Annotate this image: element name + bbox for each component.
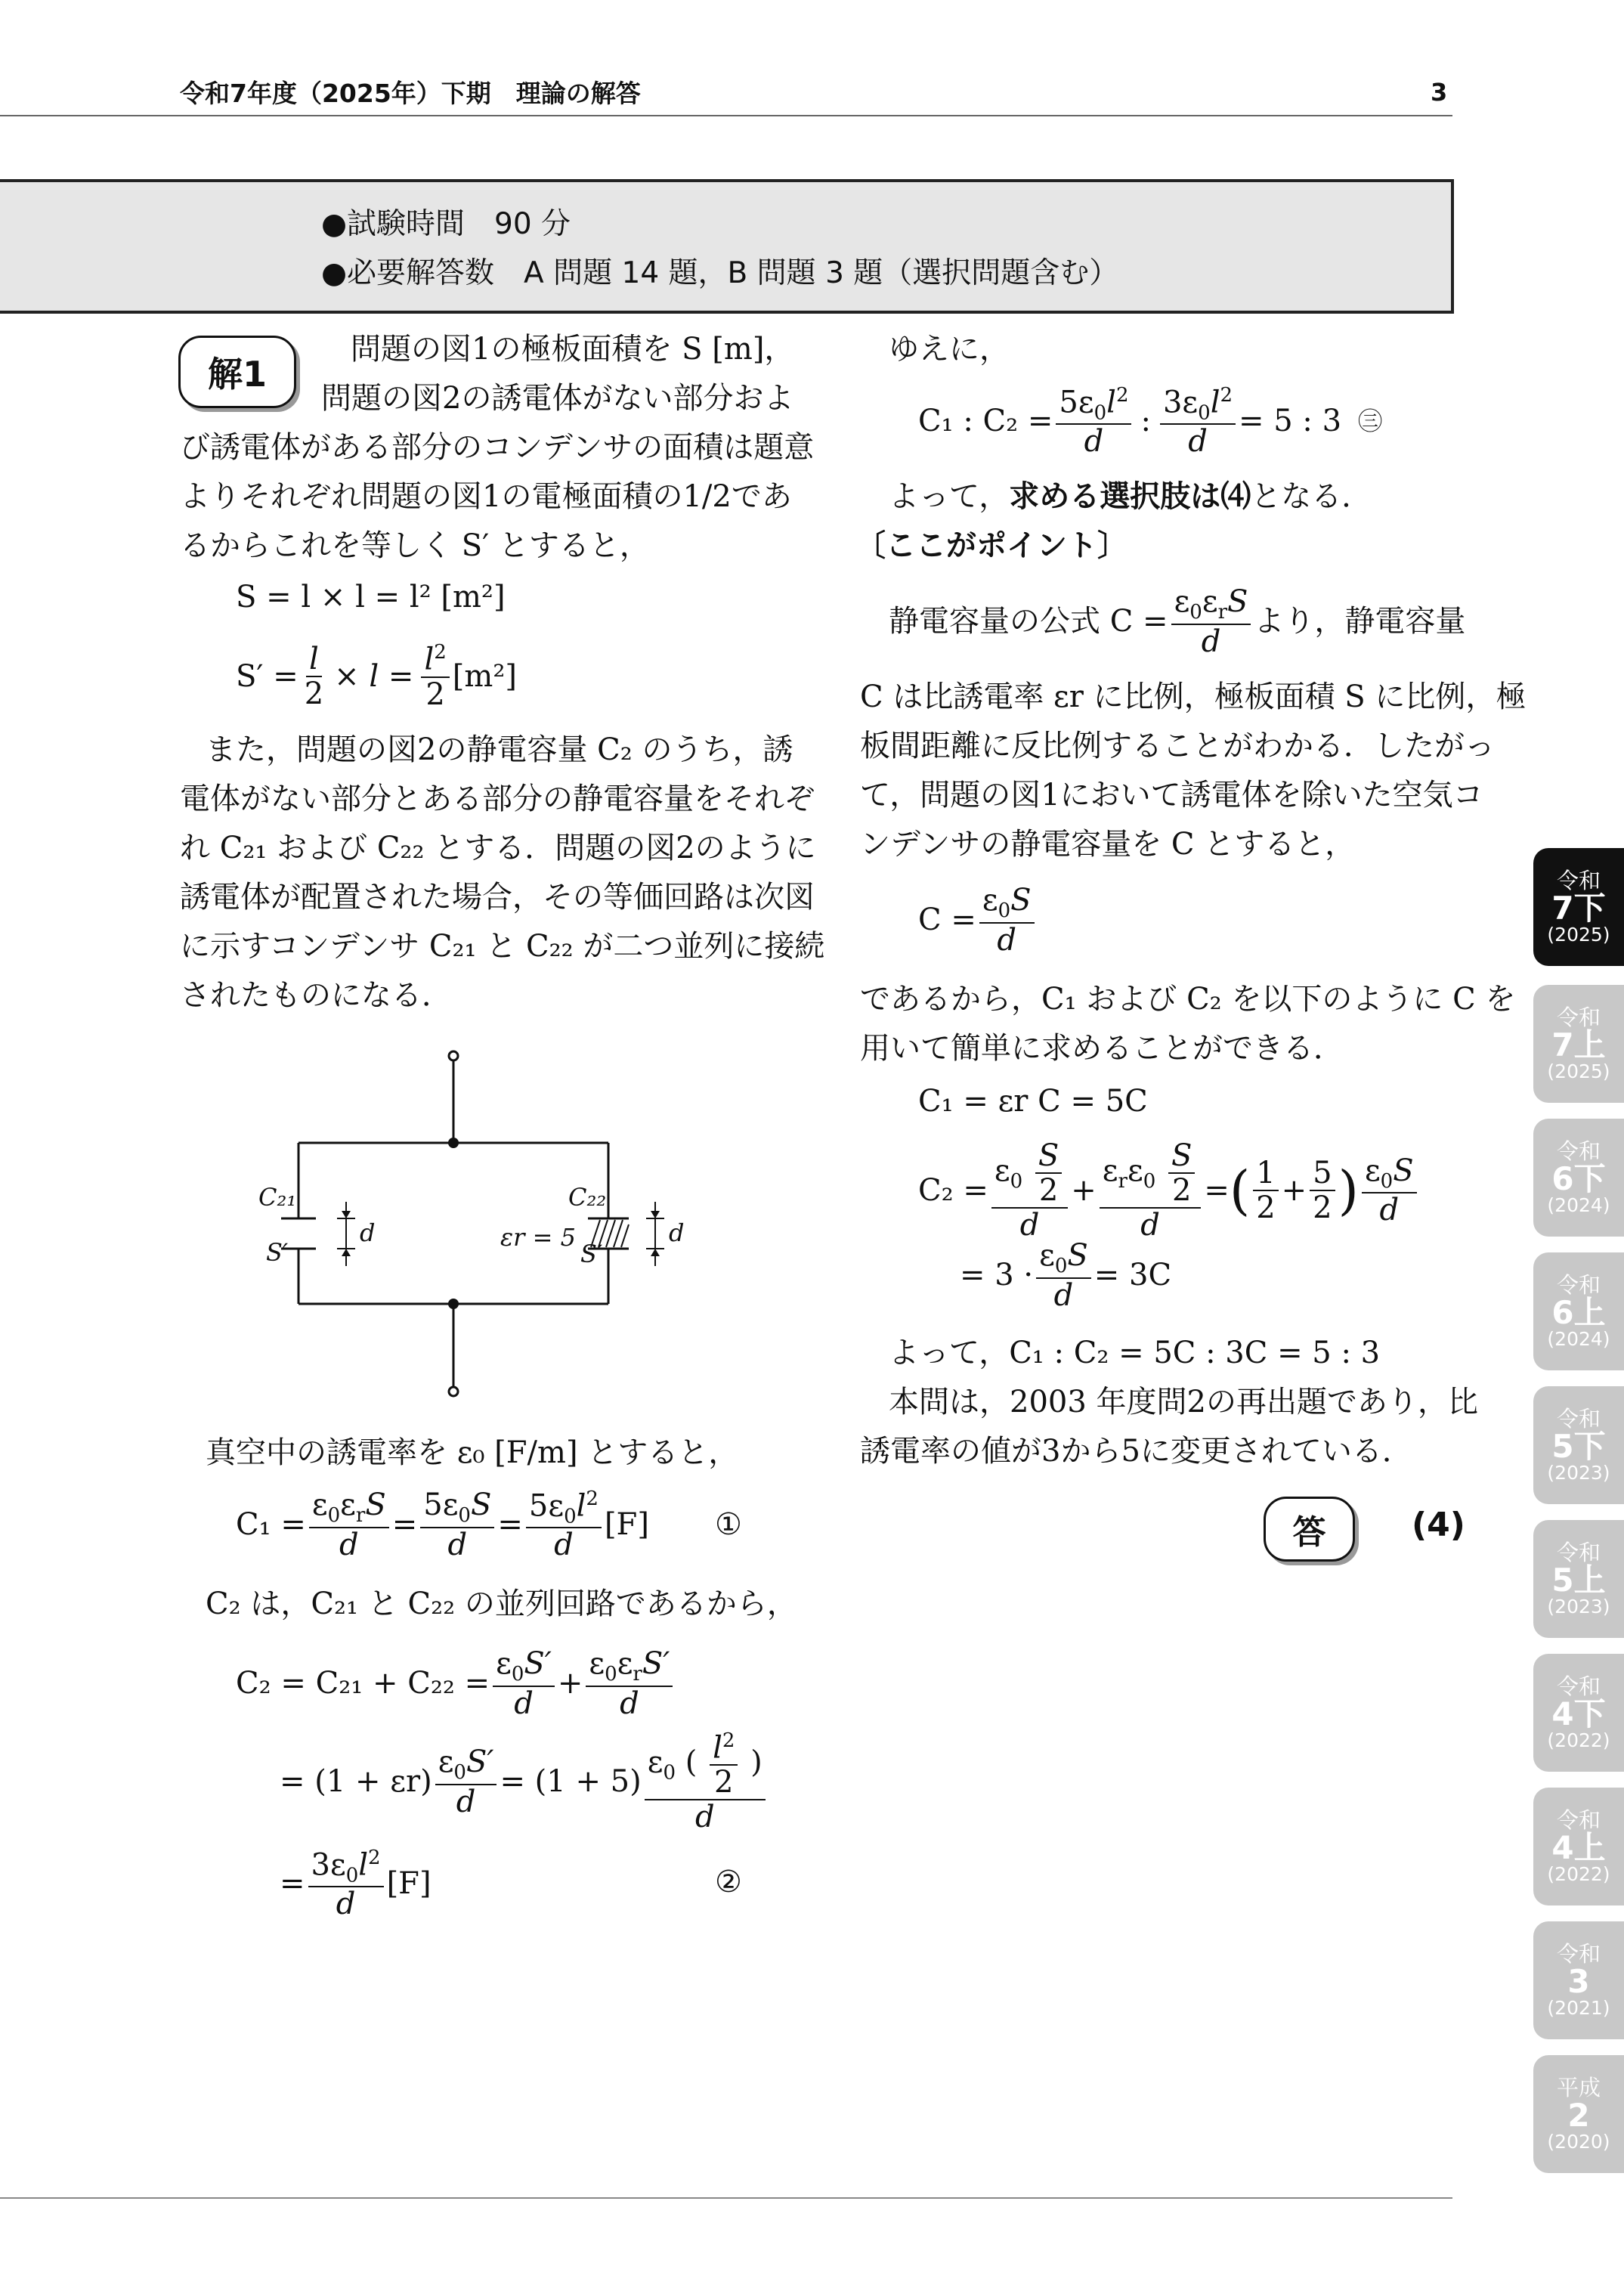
tab-era: 令和	[1556, 1004, 1601, 1030]
tab-year: (2022)	[1547, 1729, 1610, 1752]
fraction: $\frac{5\varepsilon_0l^2}{d}$	[526, 1488, 602, 1562]
text-line: C は比誘電率 εr に比例，極板面積 S に比例，極	[860, 680, 1527, 714]
text-part: 静電容量の公式 C =	[889, 604, 1168, 639]
tab-era: 平成	[1556, 2074, 1601, 2101]
eq-lhs: S′ =	[236, 658, 299, 694]
equivalent-circuit-diagram	[227, 1043, 741, 1406]
tab-era: 令和	[1556, 867, 1601, 893]
fraction: $\frac{l^2}{2}$	[421, 642, 449, 710]
equation-S: S = l × l = l² [m²]	[236, 580, 506, 615]
side-tab-r5-upper[interactable]	[1533, 1520, 1624, 1638]
point-heading: 〔ここがポイント〕	[855, 528, 1128, 563]
tab-year: (2024)	[1547, 1194, 1610, 1217]
fraction: $\frac{l}{2}$	[304, 642, 324, 711]
text-line: 本問は，2003 年度問2の再出題であり，比	[889, 1385, 1478, 1419]
equation-C	[918, 877, 1038, 964]
text-line-formula	[889, 578, 1465, 665]
tab-year: (2021)	[1547, 1997, 1610, 2020]
text-line: ンデンサの静電容量を C とすると，	[860, 827, 1356, 862]
fraction: $\frac{\varepsilon_0S}{d}$	[1362, 1154, 1417, 1227]
side-tab-r4-lower[interactable]	[1533, 1654, 1624, 1772]
tab-year: (2024)	[1547, 1328, 1610, 1351]
equation-C2: C₂ = $\varepsilon_0$ $\frac{S}{2}$ d + $\varepsilon_r\varepsilon_0$ $\frac{S}{2}$ d = ( $\frac{1}{2}$ + $\frac{5}{2}$ ) $\frac{\varepsilon_0S}{d}$	[918, 1130, 1420, 1251]
footer-rule	[0, 2197, 1452, 2199]
text-line: ゆえに，	[889, 332, 1010, 367]
eq-lhs: C₂ = C₂₁ + C₂₂ =	[236, 1666, 490, 1701]
text-line: れ C₂₁ および C₂₂ とする．問題の図2のように	[180, 831, 816, 865]
eq-part: = 3C	[1093, 1258, 1172, 1293]
equation-c2-line3	[280, 1840, 432, 1927]
eq-lhs: C₁ =	[236, 1507, 306, 1542]
text-line	[889, 472, 1372, 522]
label-d-left: d	[360, 1218, 376, 1247]
equation-C2-line2	[960, 1232, 1171, 1319]
text-line: 問題の図1の極板面積を S [m]，	[351, 332, 795, 367]
eq-lhs: C₁ : C₂ =	[918, 404, 1053, 438]
tab-year: (2022)	[1547, 1863, 1610, 1886]
text-part: より，静電容量	[1254, 604, 1466, 639]
tab-term: 4上	[1551, 1829, 1606, 1867]
eq-unit: [F]	[386, 1866, 432, 1901]
fraction: $\frac{\varepsilon_0\varepsilon_rS}{d}$	[309, 1488, 389, 1562]
label-s-right: S′	[580, 1240, 603, 1268]
text-line: 誘電率の値が3から5に変更されている．	[860, 1434, 1412, 1469]
eq-unit: [m²]	[452, 658, 517, 694]
text-line: 問題の図2の誘電体がない部分およ	[321, 381, 794, 416]
header-rule	[0, 115, 1452, 116]
label-c22: C₂₂	[568, 1183, 607, 1212]
side-tab-r6-lower[interactable]	[1533, 1119, 1624, 1237]
tab-term: 2	[1567, 2097, 1590, 2135]
eq-op: =	[1204, 1172, 1230, 1208]
label-s-left: S′	[266, 1238, 289, 1267]
tab-term: 7上	[1551, 1026, 1606, 1064]
fraction: $\frac{5}{2}$	[1310, 1156, 1335, 1224]
tab-era: 令和	[1556, 1673, 1601, 1699]
fraction: $\frac{1}{2}$	[1253, 1156, 1278, 1224]
tab-era: 令和	[1556, 1138, 1601, 1164]
tab-year: (2025)	[1547, 1060, 1610, 1083]
answer-mark: ㊂	[1358, 407, 1383, 435]
text-line: よって，C₁ : C₂ = 5C : 3C = 5 : 3	[889, 1336, 1381, 1370]
text-bold: 求める選択肢は⑷	[1009, 479, 1251, 514]
answer-badge: 答	[1264, 1497, 1355, 1562]
fraction: $\varepsilon_r\varepsilon_0$ $\frac{S}{2}$ d	[1100, 1139, 1202, 1242]
label-d-right: d	[669, 1218, 685, 1247]
fraction: $\frac{\varepsilon_0S'}{d}$	[493, 1647, 555, 1720]
tab-era: 令和	[1556, 1271, 1601, 1298]
fraction: $\frac{5\varepsilon_0l^2}{d}$	[1056, 385, 1131, 459]
text-line: されたものになる．	[180, 978, 452, 1013]
solution-badge: 解1	[178, 336, 296, 408]
fraction: $\frac{\varepsilon_0S}{d}$	[1036, 1239, 1091, 1312]
text-line: 板間距離に反比例することがわかる．したがっ	[860, 729, 1495, 763]
fraction: $\frac{5\varepsilon_0S}{d}$	[420, 1488, 494, 1562]
text-line: び誘電体がある部分のコンデンサの面積は題意	[180, 430, 815, 465]
equation-ratio: C₁ : C₂ = $\frac{5\varepsilon_0l^2}{d}$ : $\frac{3\varepsilon_0l^2}{d}$ = 5 : 3 ㊂	[918, 383, 1383, 460]
equation-S-prime: S′ = $\frac{l}{2}$ × l = $\frac{l^2}{2}$ [m²]	[236, 641, 517, 712]
fraction: $\varepsilon_0$ $\frac{S}{2}$ d	[991, 1139, 1068, 1242]
exam-time: ●試験時間 90 分	[321, 207, 571, 241]
text-line: よりそれぞれ問題の図1の電極面積の1/2であ	[180, 479, 792, 514]
text-line: また，問題の図2の静電容量 C₂ のうち，誘	[206, 732, 793, 767]
eq-unit: [F]	[604, 1507, 649, 1542]
tab-era: 令和	[1556, 1539, 1601, 1565]
tab-term: 7下	[1551, 890, 1606, 927]
eq-part: = (1 + 5)	[500, 1764, 642, 1799]
tab-era: 令和	[1556, 1405, 1601, 1432]
side-tab-r4-upper[interactable]	[1533, 1788, 1624, 1905]
tab-term: 4下	[1551, 1695, 1606, 1733]
text-line: て，問題の図1において誘電体を除いた空気コ	[860, 778, 1483, 813]
eq-part: = (1 + εr)	[280, 1764, 432, 1799]
fraction: $\frac{\varepsilon_0S'}{d}$	[435, 1745, 497, 1819]
eq-rhs: = 5 : 3	[1239, 404, 1342, 438]
fraction: $\frac{\varepsilon_0\varepsilon_rS'}{d}$	[586, 1647, 673, 1720]
tab-year: (2023)	[1547, 1596, 1610, 1618]
eq-lhs: C₂ =	[918, 1172, 988, 1208]
page-number: 3	[1431, 78, 1448, 107]
fraction: $\frac{3\varepsilon_0l^2}{d}$	[1160, 385, 1236, 459]
fraction: $\frac{\varepsilon_0\varepsilon_rS}{d}$	[1171, 585, 1251, 658]
eq-part: = 3 ·	[960, 1258, 1034, 1293]
equation-number-1: ①	[715, 1507, 742, 1542]
equation-C1: C₁ = εr C = 5C	[918, 1084, 1148, 1119]
label-c21: C₂₁	[258, 1183, 297, 1212]
eq-lhs: C =	[918, 902, 976, 937]
text-line: 真空中の誘電率を ε₀ [F/m] とすると，	[206, 1435, 739, 1470]
fraction: $\frac{\varepsilon_0S}{d}$	[979, 884, 1035, 957]
side-tab-h2[interactable]	[1533, 2055, 1624, 2173]
text-line: であるから，C₁ および C₂ を以下のように C を	[860, 982, 1516, 1017]
equation-number-2: ②	[715, 1865, 742, 1899]
text-line: C₂ は，C₂₁ と C₂₂ の並列回路であるから，	[206, 1587, 797, 1621]
tab-term: 5上	[1551, 1562, 1606, 1599]
label-epsilon-r: εr = 5	[500, 1223, 576, 1252]
tab-year: (2023)	[1547, 1462, 1610, 1484]
tab-term: 5下	[1551, 1428, 1606, 1466]
eq-op: +	[1071, 1172, 1097, 1208]
tab-year: (2025)	[1547, 924, 1610, 946]
text-line: 誘電体が配置された場合，その等価回路は次図	[180, 880, 815, 915]
tab-term: 6下	[1551, 1160, 1606, 1198]
side-tab-r6-upper[interactable]	[1533, 1252, 1624, 1370]
text-line: 用いて簡単に求めることができる．	[860, 1031, 1344, 1066]
text-part: となる．	[1251, 479, 1372, 514]
equation-c1: C₁ = $\frac{\varepsilon_0\varepsilon_rS}{d}$ = $\frac{5\varepsilon_0S}{d}$ = $\frac{5\varepsilon_0l^2}{d}$ [F]	[236, 1487, 649, 1563]
tab-year: (2020)	[1547, 2131, 1610, 2153]
text-line: るからこれを等しく S′ とすると，	[180, 528, 650, 563]
equation-c2-line1: C₂ = C₂₁ + C₂₂ = $\frac{\varepsilon_0S'}{d}$ + $\frac{\varepsilon_0\varepsilon_rS'}{d}$	[236, 1640, 676, 1727]
required-answers: ●必要解答数 A 問題 14 題，B 問題 3 題（選択問題含む）	[321, 256, 1119, 290]
tab-era: 令和	[1556, 1940, 1601, 1967]
equation-c2-line2	[280, 1727, 769, 1837]
side-tab-r5-lower[interactable]	[1533, 1386, 1624, 1504]
side-tab-r7-lower[interactable]	[1533, 848, 1624, 966]
exam-info-box	[0, 179, 1454, 314]
running-header: 令和7年度（2025年）下期 理論の解答	[180, 79, 641, 108]
tab-term: 3	[1567, 1963, 1590, 2001]
side-tab-r3[interactable]	[1533, 1921, 1624, 2039]
tab-era: 令和	[1556, 1806, 1601, 1833]
fraction: $\frac{3\varepsilon_0l^2}{d}$	[308, 1847, 384, 1921]
answer-value: (4)	[1412, 1506, 1465, 1544]
text-part: よって，	[889, 479, 1010, 514]
text-line: 電体がない部分とある部分の静電容量をそれぞ	[180, 782, 815, 816]
tab-term: 6上	[1551, 1294, 1606, 1332]
side-tab-r7-upper[interactable]	[1533, 985, 1624, 1103]
text-line: に示すコンデンサ C₂₁ と C₂₂ が二つ並列に接続	[180, 929, 825, 964]
fraction: $\varepsilon_0$ ( $\frac{l^2}{2}$ ) d	[645, 1730, 766, 1834]
eq-part: =	[280, 1866, 305, 1901]
